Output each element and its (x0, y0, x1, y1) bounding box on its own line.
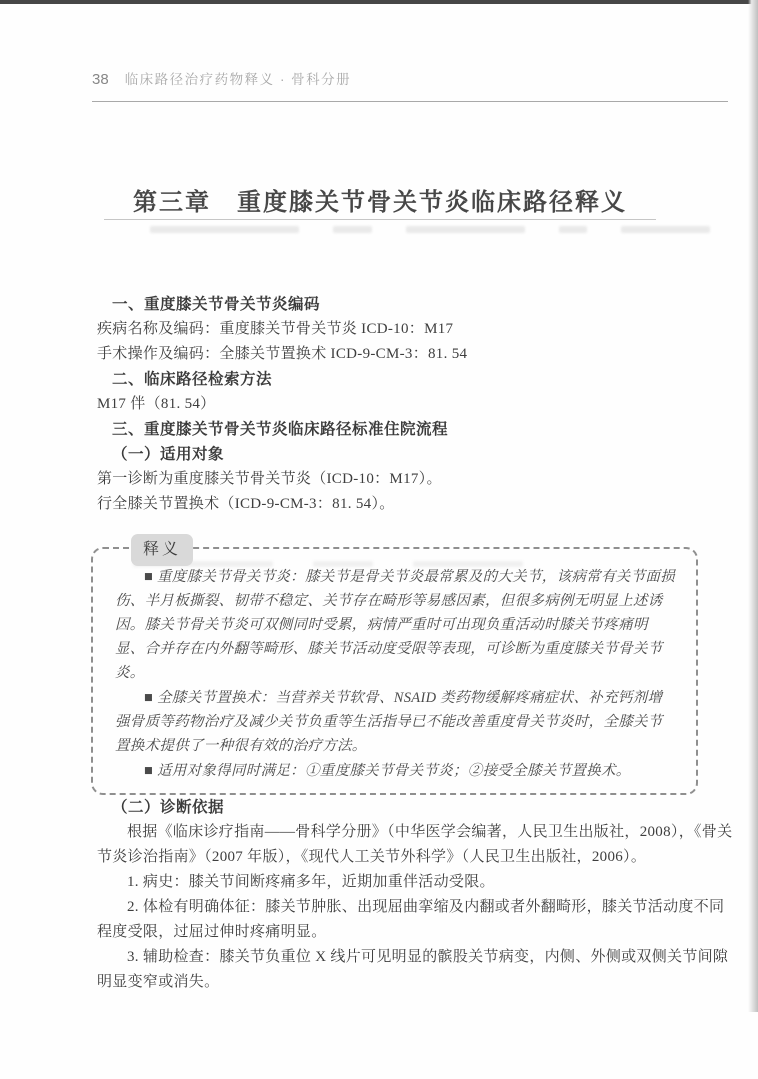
ink-bleed-artifact (150, 226, 710, 235)
page-content (97, 292, 737, 995)
section-3-sub-1-line-1: 第一诊断为重度膝关节骨关节炎（ICD-10：M17）。 (97, 471, 442, 487)
section-3-sub-1-line-2: 行全膝关节置换术（ICD-9-CM-3：81. 54）。 (97, 496, 395, 512)
interpretation-paragraph: ■ 适用对象得同时满足：①重度膝关节骨关节炎；②接受全膝关节置换术。 (144, 763, 631, 779)
chapter-title: 第三章 重度膝关节骨关节炎临床路径释义 (133, 190, 627, 216)
page-number: 38 (92, 71, 109, 88)
section-1-heading: 一、重度膝关节骨关节炎编码 (112, 296, 321, 313)
interpretation-paragraph: ■ 重度膝关节骨关节炎：膝关节是骨关节炎最常累及的大关节，该病常有关节面损伤、半月板撕裂、韧带不稳定、关节存在畸形等易感因素，但很多病例无明显上述诱因。膝关节骨关节炎可双侧同时受累，病情严重时可出现负重活动时膝关节疼痛明显、合并存在内外翻等畸形、膝关节活动度受限等表现，可诊断为重度膝关节骨关节炎。 (115, 569, 675, 681)
diagnosis-intro: 根据《临床诊疗指南——骨科学分册》（中华医学会编著，人民卫生出版社，2008），《骨关节炎诊治指南》（2007 年版），《现代人工关节外科学》（人民卫生出版社，2006）。 (97, 824, 733, 865)
section-3-sub-1-heading: （一）适用对象 (112, 446, 225, 463)
interpretation-box (91, 541, 698, 795)
running-header-title: 临床路径治疗药物释义 · 骨科分册 (124, 72, 352, 87)
scan-top-edge (0, 0, 758, 4)
diagnosis-item-3: 3. 辅助检查：膝关节负重位 X 线片可见明显的髌股关节病变，内侧、外侧或双侧关节间隙明显变窄或消失。 (97, 949, 729, 990)
section-3-heading: 三、重度膝关节骨关节炎临床路径标准住院流程 (112, 421, 449, 438)
section-1-line-2: 手术操作及编码：全膝关节置换术 ICD-9-CM-3：81. 54 (97, 346, 468, 362)
scan-right-shadow (748, 0, 758, 1012)
diagnosis-item-1: 1. 病史：膝关节间断疼痛多年，近期加重伴活动受限。 (127, 874, 495, 890)
interpretation-paragraph: ■ 全膝关节置换术：当营养关节软骨、NSAID 类药物缓解疼痛症状、补充钙剂增强骨质等药物治疗及减少关节负重等生活指导已不能改善重度骨关节炎时，全膝关节置换术提供了一种很有效的治疗方法。 (115, 690, 663, 754)
section-1-line-1: 疾病名称及编码：重度膝关节骨关节炎 ICD-10：M17 (97, 321, 454, 337)
section-2-heading: 二、临床路径检索方法 (112, 371, 273, 388)
running-header (92, 68, 728, 102)
section-3-sub-2-heading: （二）诊断依据 (112, 799, 225, 816)
chapter-title-rule (104, 219, 656, 220)
ink-bleed-artifact (133, 561, 613, 569)
section-2-line-1: M17 伴（81. 54） (97, 396, 216, 412)
diagnosis-item-2: 2. 体检有明确体征：膝关节肿胀、出现屈曲挛缩及内翻或者外翻畸形，膝关节活动度不同程度受限，过屈过伸时疼痛明显。 (97, 899, 725, 940)
interpretation-box-label: 释义 (131, 534, 193, 566)
